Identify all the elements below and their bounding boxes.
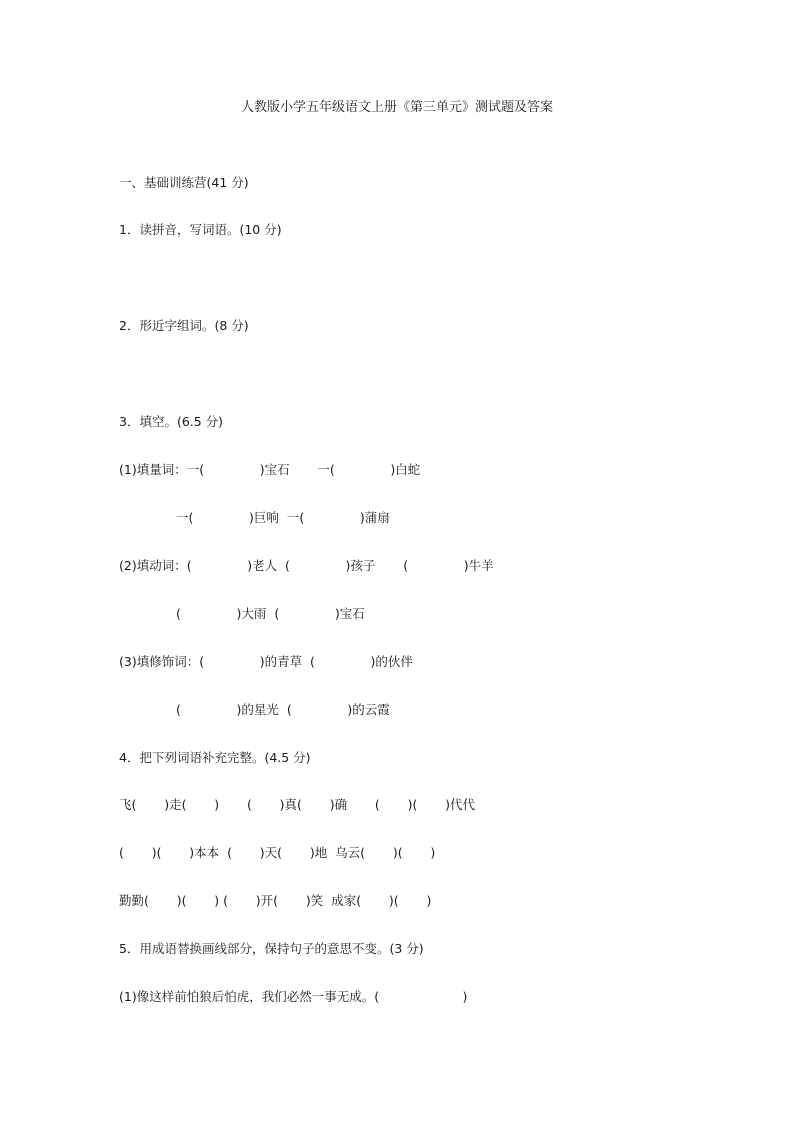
question-4-heading: 4．把下列词语补充完整。(4.5 分) <box>119 750 311 765</box>
section-heading: 一、基础训练营(41 分) <box>119 175 249 190</box>
question-5-sentence-1: (1)像这样前怕狼后怕虎，我们必然一事无成。( ) <box>119 989 468 1004</box>
question-3-part-3-line-1: (3)填修饰词：( )的青草 ( )的伙伴 <box>119 654 413 669</box>
document-title: 人教版小学五年级语文上册《第三单元》测试题及答案 <box>240 100 553 115</box>
question-3-part-2-line-2: ( )大雨 ( )宝石 <box>176 606 365 621</box>
question-3-part-1-line-1: (1)填量词：一( )宝石 一( )白蛇 <box>119 462 421 477</box>
question-2-heading: 2．形近字组词。(8 分) <box>119 318 249 333</box>
question-5-heading: 5．用成语替换画线部分，保持句子的意思不变。(3 分) <box>119 941 424 956</box>
question-4-line-1: 飞( )走( ) ( )真( )确 ( )( )代代 <box>119 797 476 812</box>
question-3-part-1-line-2: 一( )巨响 一( )蒲扇 <box>176 510 390 525</box>
question-3-part-2-line-1: (2)填动词：( )老人 ( )孩子 ( )牛羊 <box>119 558 494 573</box>
question-3-heading: 3．填空。(6.5 分) <box>119 414 224 429</box>
question-4-line-3: 勤勤( )( ) ( )开( )笑 成家( )( ) <box>119 893 432 908</box>
question-3-part-3-line-2: ( )的星光 ( )的云霞 <box>176 702 390 717</box>
question-1-heading: 1．读拼音，写词语。(10 分) <box>119 222 282 237</box>
question-4-line-2: ( )( )本本 ( )天( )地 乌云( )( ) <box>119 845 436 860</box>
